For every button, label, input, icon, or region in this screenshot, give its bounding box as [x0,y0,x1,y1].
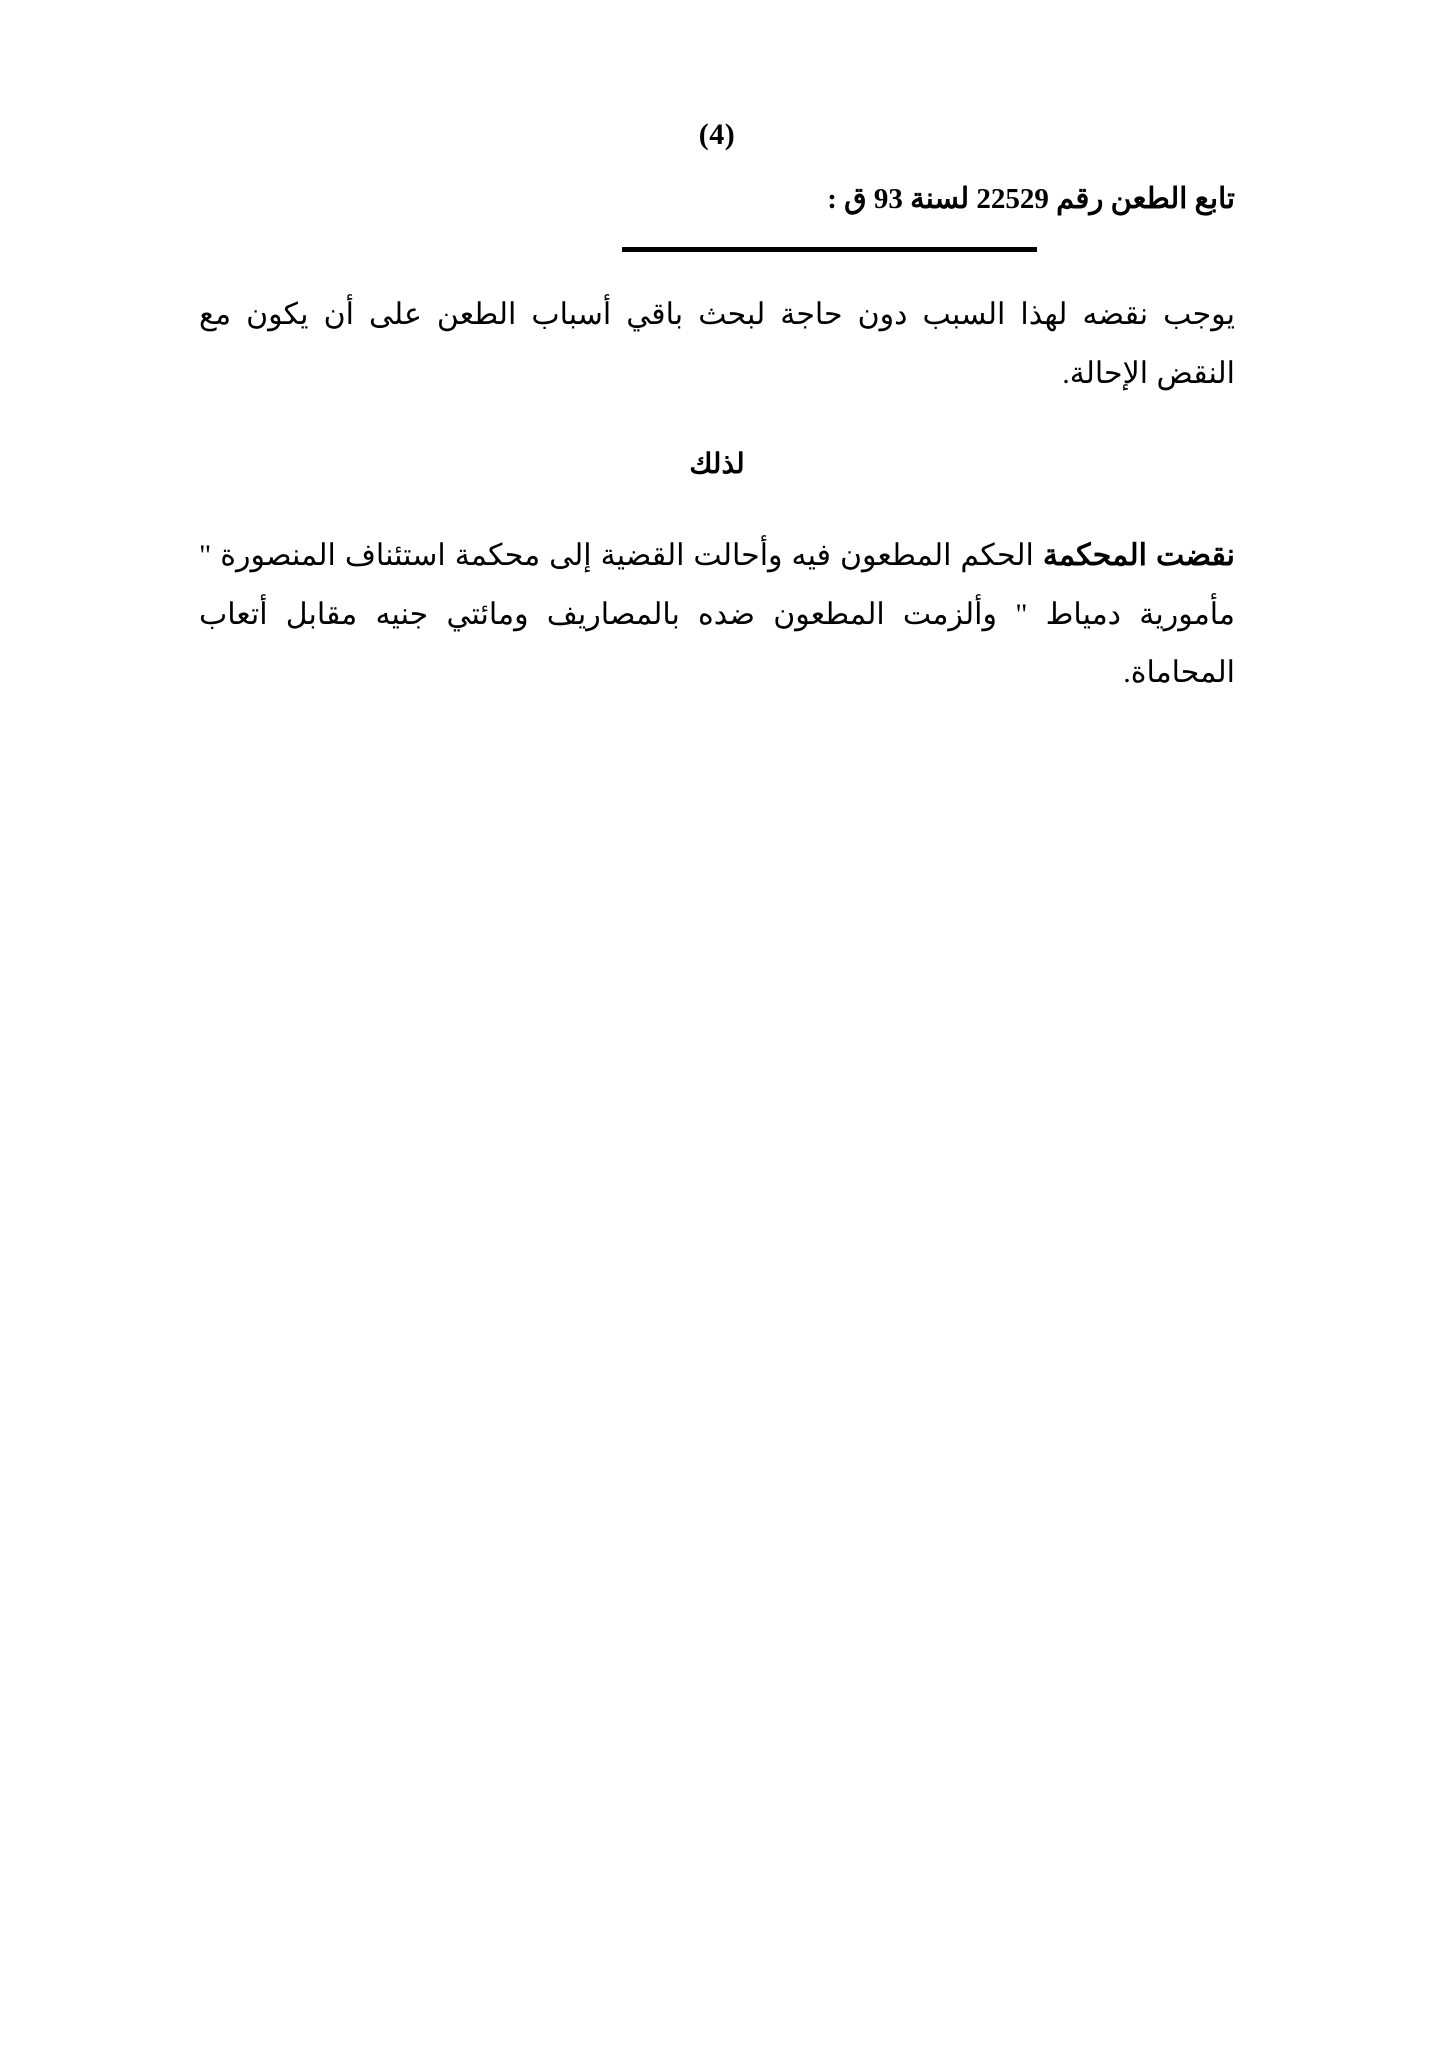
ruling-lead: نقضت المحكمة [1042,539,1235,573]
header-rule-container [199,219,1235,252]
header-divider [622,247,1037,252]
therefore-heading: لذلك [689,449,745,481]
document-content [199,180,1235,703]
paragraph-reasoning: يوجب نقضه لهذا السبب دون حاجة لبحث باقي أسباب الطعن على أن يكون مع النقض الإحالة. [199,298,1235,390]
case-header: تابع الطعن رقم 22529 لسنة 93 ق : [827,183,1235,215]
paragraph-ruling [199,527,1235,703]
ruling-body: الحكم المطعون فيه وأحالت القضية إلى محكمة استئناف المنصورة " مأمورية دمياط " وألزمت المطعون ضده بالمصاريف ومائتي جنيه مقابل أتعاب المحاماة. [199,539,1235,690]
page-number: (4) [698,118,736,151]
